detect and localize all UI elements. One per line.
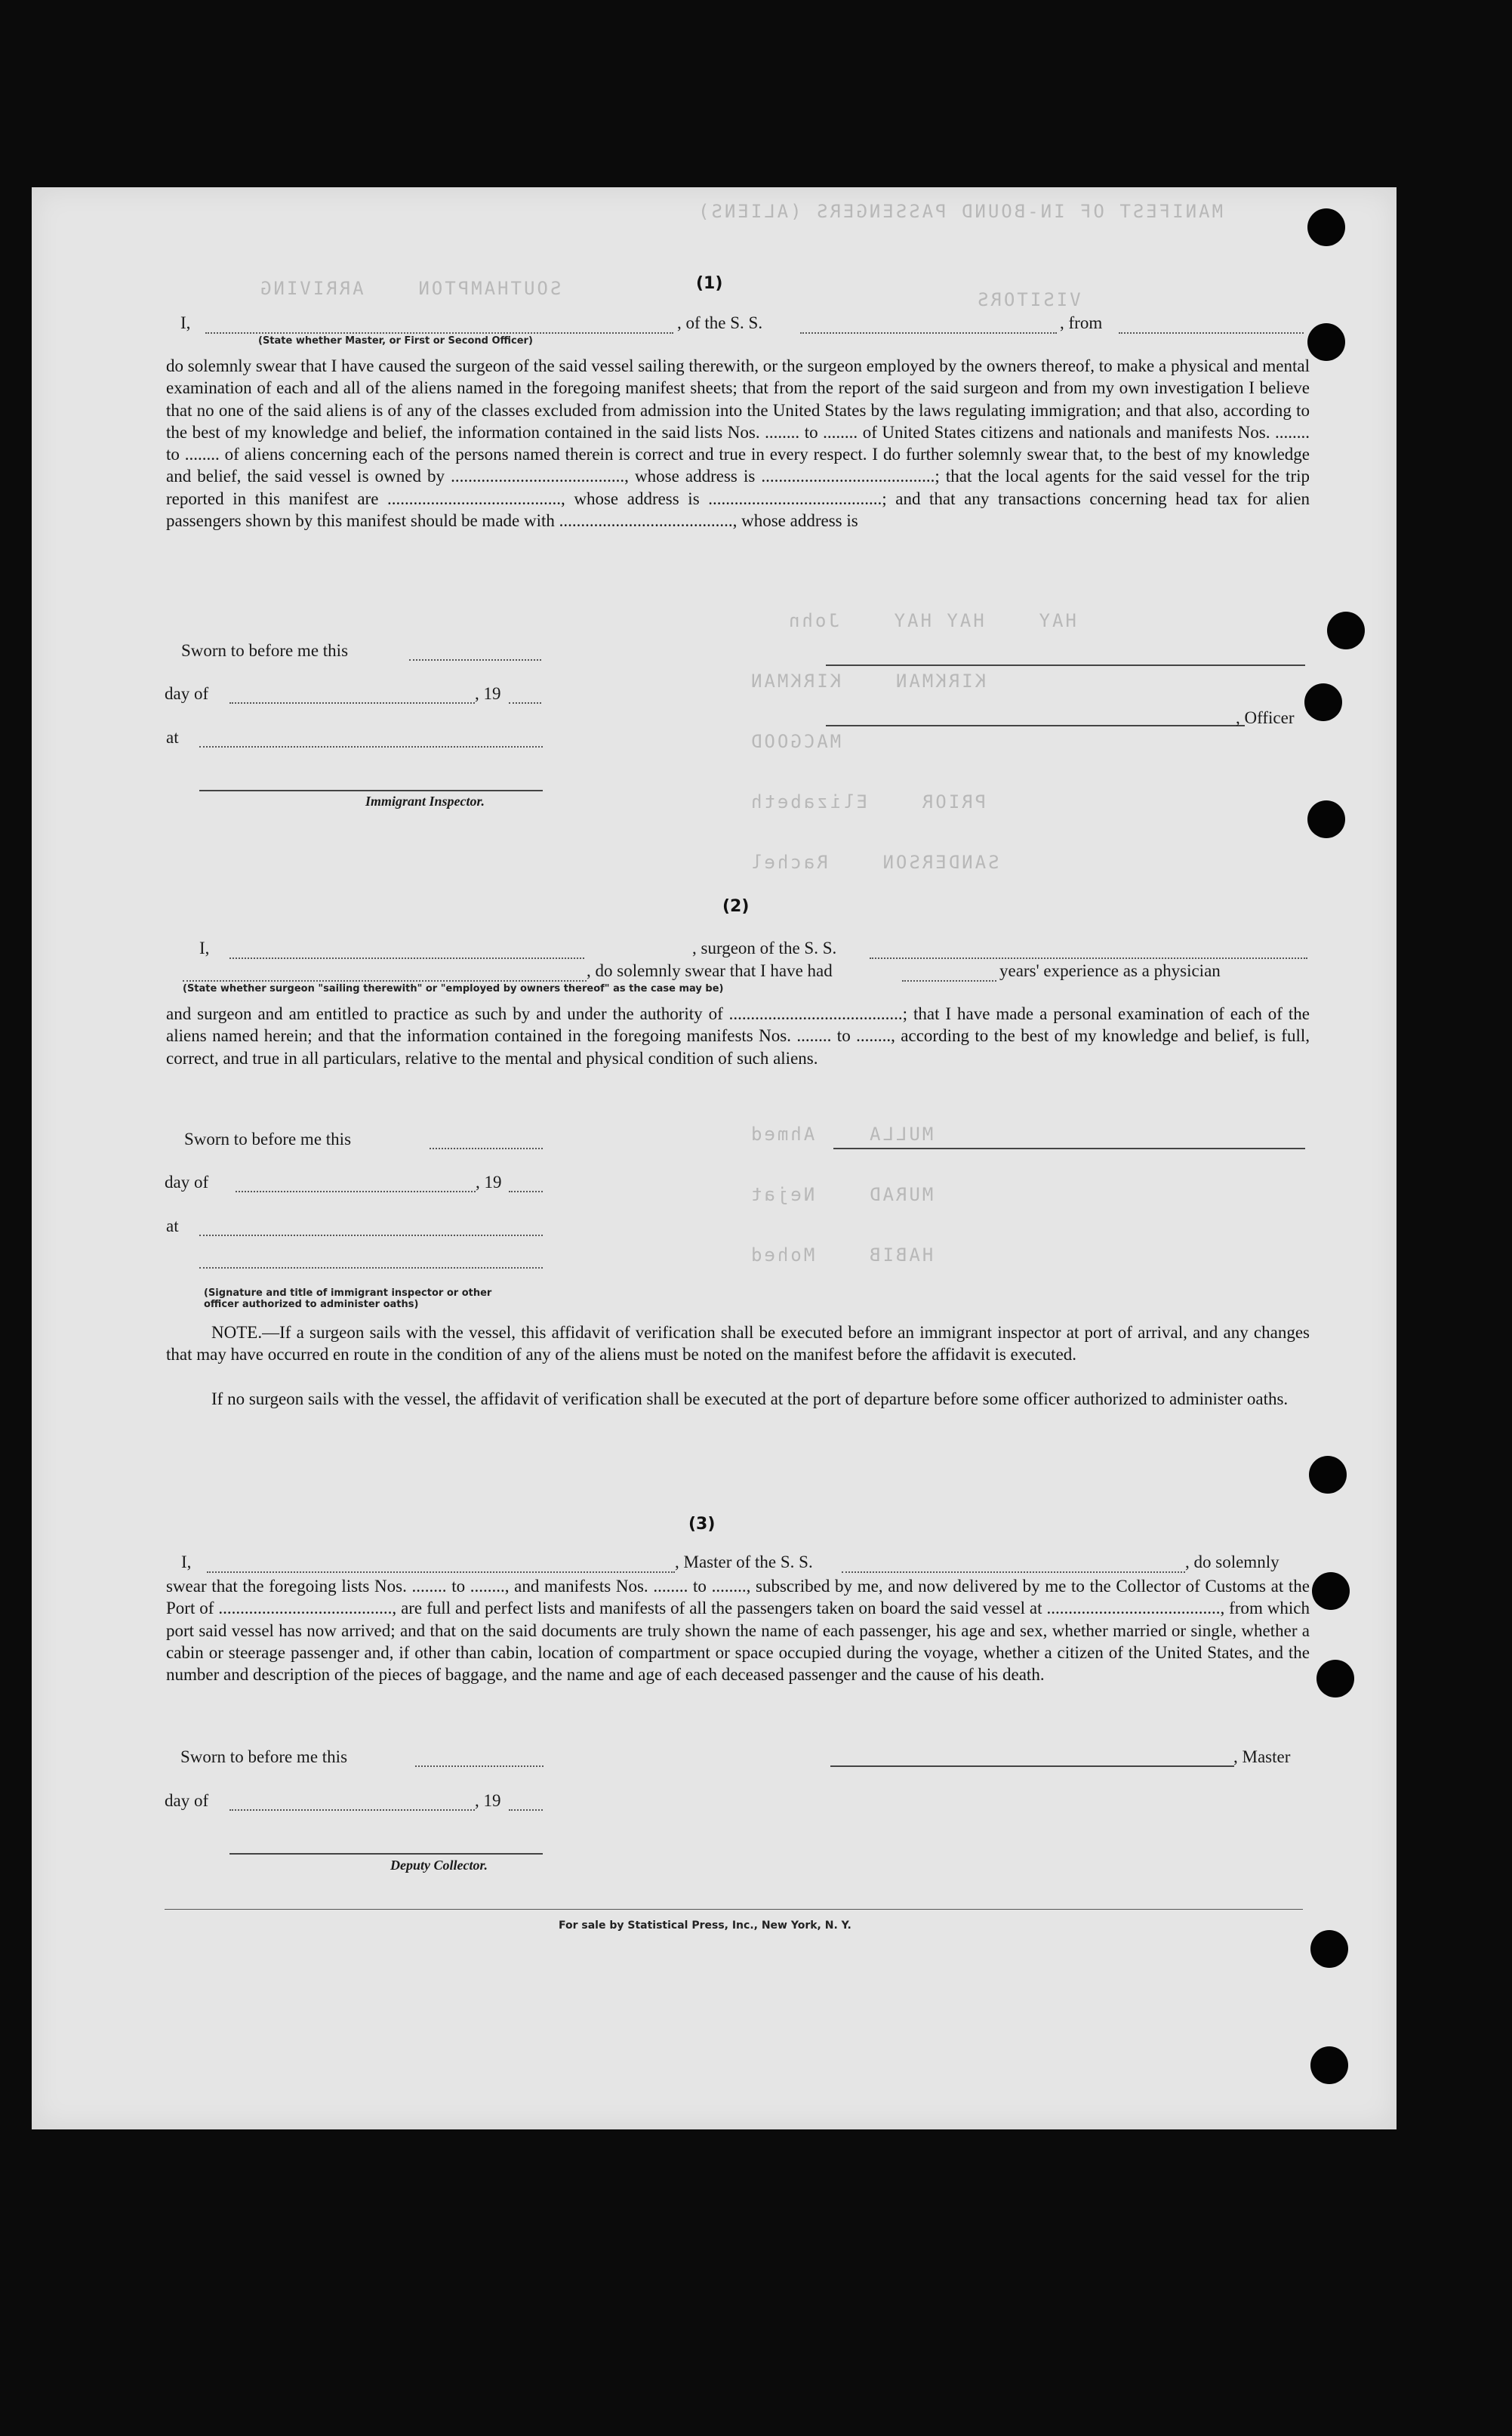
bleed-through-text: MURAD Nejat xyxy=(749,1184,934,1205)
bleed-through-text: HAY HAY HAY John xyxy=(787,610,1076,631)
bleed-through-text: KIRKMAN KIRKMAN xyxy=(749,671,987,692)
section3-oath-text: swear that the foregoing lists Nos. ........ to ........, and manifests Nos. ........ to ........, subscribed by me, and now delivered by me to the Collector of Customs at the Port of ........................................, are full and perfect lists and manifests of all the passengers taken on board the said vessel at ........................................, from which port said vessel has now arrived; and that on the said documents are truly shown the name of each passenger, his age and sex, whether married or single, whether a cabin or steerage passenger and, if other than cabin, location of compartment or space occupied during the voyage, whether a citizen of the United States, and the number and description of the pieces of baggage, and the name and age of each deceased passenger and the cause of his death. xyxy=(166,1577,1310,1685)
signer-caption: (Signature and title of immigrant inspector or other officer authorized to administer oaths) xyxy=(204,1287,492,1310)
field-caption: (State whether surgeon "sailing therewith" or "employed by owners thereof" as the case may be) xyxy=(183,983,724,994)
sworn-date-field[interactable] xyxy=(409,659,541,661)
year-field[interactable] xyxy=(509,1191,543,1192)
day-of-label: day of xyxy=(165,684,209,703)
pronoun-label: I, xyxy=(181,1553,192,1571)
binder-hole xyxy=(1327,612,1365,649)
years-label: years' experience as a physician xyxy=(999,961,1221,980)
master-signature-line[interactable] xyxy=(830,1765,1234,1767)
officer-signature-line[interactable] xyxy=(826,665,1305,666)
bleed-through-text: HABIB Mohed xyxy=(749,1244,934,1266)
master-vessel-field[interactable] xyxy=(842,1571,1185,1573)
master-name-field[interactable] xyxy=(207,1571,675,1573)
surgeon-status-field[interactable] xyxy=(183,980,587,982)
footer-rule xyxy=(165,1909,1303,1910)
surgeon-vessel-field[interactable] xyxy=(870,957,1307,959)
vessel-label: , of the S. S. xyxy=(677,313,763,332)
bleed-through-text: MACGOOD xyxy=(749,731,842,752)
place-field[interactable] xyxy=(199,1235,543,1236)
binder-hole xyxy=(1307,323,1345,361)
binder-hole xyxy=(1309,1456,1347,1494)
officer-label: , Officer xyxy=(1236,708,1295,727)
year-field[interactable] xyxy=(509,702,541,704)
section1-oath-text: do solemnly swear that I have caused the surgeon of the said vessel sailing therewith, or the surgeon employed by the owners thereof, to make a physical and mental examination of each and all of the aliens named in the foregoing manifest sheets; that from the report of the said surgeon and from my own investigation I believe that no one of the said aliens is of any of the classes excluded from admission into the United States by the laws regulating immigration; and that also, according to the best of my knowledge and belief, the information contained in the said lists Nos. ........ to ........ of United States citizens and nationals and manifests Nos. ........ to ........ of aliens concerning each of the persons named therein is correct and true in every respect. I do further solemnly swear that, to the best of my knowledge and belief, the said vessel is owned by ........................................, whose address is ........................................; that the local agents for the said vessel for the trip reported in this manifest are ........................................, whose address is ........................................; and that any transactions concerning head tax for alien passengers shown by this manifest should be made with ........................................, whose address is xyxy=(166,356,1310,531)
vessel-name-field[interactable] xyxy=(800,332,1057,334)
section2-oath-text: and surgeon and am entitled to practice as such by and under the authority of ........................................; that I have made a personal examination of each of the aliens named herein; and that the information contained in the foregoing manifests Nos. ........ to ........, according to the best of my knowledge and belief, is full, correct, and true in all particulars, relative to the mental and physical condition of such aliens. xyxy=(166,1004,1310,1068)
binder-hole xyxy=(1310,2046,1348,2084)
bleed-through-text: VISITORS xyxy=(975,289,1081,310)
surgeon-signature-line[interactable] xyxy=(833,1148,1305,1149)
at-label: at xyxy=(166,728,179,747)
sworn-date-field[interactable] xyxy=(415,1765,544,1767)
solemnly-label: , do solemnly xyxy=(1185,1553,1280,1571)
note-paragraph: NOTE.—If a surgeon sails with the vessel, this affidavit of verification shall be executed before an immigrant inspector at port of arrival, and any changes that may have occurred en route in the condition of any of the aliens must be noted on the manifest before the affidavit is executed. xyxy=(166,1323,1310,1364)
day-of-label: day of xyxy=(165,1791,209,1810)
surgeon-name-field[interactable] xyxy=(229,957,584,959)
bleed-through-text: MULLA Ahmed xyxy=(749,1124,934,1145)
years-field[interactable] xyxy=(902,980,996,982)
bleed-through-text: MANIFEST OF IN-BOUND PASSENGERS (ALIENS) xyxy=(696,201,1223,222)
signer-title: Deputy Collector. xyxy=(390,1858,488,1873)
year-label: , 19 xyxy=(475,684,501,703)
printer-imprint: For sale by Statistical Press, Inc., New York, N. Y. xyxy=(559,1920,851,1932)
year-field[interactable] xyxy=(509,1809,543,1811)
master-label: , Master of the S. S. xyxy=(675,1553,813,1571)
field-caption: (State whether Master, or First or Second Officer) xyxy=(258,335,533,347)
signature-line[interactable] xyxy=(199,1267,543,1269)
officer-signature-line-2[interactable] xyxy=(826,725,1245,726)
surgeon-label: , surgeon of the S. S. xyxy=(692,939,837,957)
binder-hole xyxy=(1304,683,1342,721)
from-port-field[interactable] xyxy=(1119,332,1304,334)
signature-line[interactable] xyxy=(199,790,543,791)
section-number: (2) xyxy=(722,897,750,916)
sworn-label: Sworn to before me this xyxy=(180,1747,348,1766)
sworn-label: Sworn to before me this xyxy=(184,1130,352,1149)
pronoun-label: I, xyxy=(180,313,191,332)
collector-signature-line[interactable] xyxy=(229,1853,543,1855)
year-label: , 19 xyxy=(475,1791,501,1810)
day-of-label: day of xyxy=(165,1173,209,1192)
place-field[interactable] xyxy=(199,746,543,748)
signer-title: Immigrant Inspector. xyxy=(365,794,485,809)
bleed-through-text: SANDERSON Rachel xyxy=(749,852,999,873)
master-title-label: , Master xyxy=(1233,1747,1291,1766)
binder-hole xyxy=(1307,800,1345,838)
binder-hole xyxy=(1312,1572,1350,1610)
section-number: (3) xyxy=(688,1515,716,1534)
section-number: (1) xyxy=(696,274,723,293)
year-label: , 19 xyxy=(476,1173,502,1192)
officer-title-field[interactable] xyxy=(205,332,673,334)
month-field[interactable] xyxy=(236,1191,476,1192)
at-label: at xyxy=(166,1216,179,1235)
swear-label: , do solemnly swear that I have had xyxy=(587,961,833,980)
manifest-page xyxy=(32,187,1397,2129)
month-field[interactable] xyxy=(229,1809,475,1811)
month-field[interactable] xyxy=(229,702,475,704)
sworn-date-field[interactable] xyxy=(430,1148,543,1149)
binder-hole xyxy=(1310,1930,1348,1968)
from-label: , from xyxy=(1060,313,1103,332)
pronoun-label: I, xyxy=(199,939,210,957)
binder-hole xyxy=(1307,208,1345,246)
sworn-label: Sworn to before me this xyxy=(181,641,349,660)
bleed-through-text: SOUTHAMPTON ARRIVING xyxy=(258,278,562,299)
bleed-through-text: PRIOR Elizabeth xyxy=(749,791,987,813)
note-paragraph: If no surgeon sails with the vessel, the affidavit of verification shall be executed at the port of departure before some officer authorized to administer oaths. xyxy=(211,1389,1289,1408)
binder-hole xyxy=(1316,1660,1354,1697)
